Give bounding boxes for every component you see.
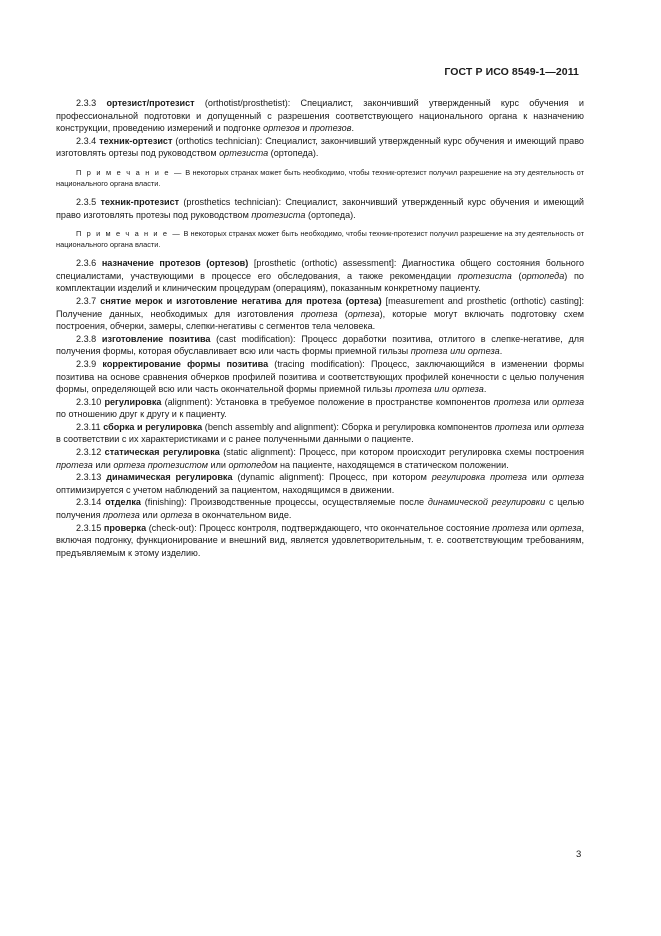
definition-2-3-4: 2.3.4 техник-ортезист (orthotics technician): Специалист, закончивший утвержденный курс обучения и имеющий право изготовлять ортезы под руководством ортезиста (ортопеда). — [56, 135, 584, 159]
term: динамическая регулировка — [106, 472, 233, 483]
definition-2-3-14: 2.3.14 отделка (finishing): Производственные процессы, осуществляемые после динамической регулировки с целью получения протеза или ортеза в окончательном виде. — [56, 497, 585, 521]
note-label: П р и м е ч а н и е — — [76, 167, 183, 177]
definition-2-3-6: 2.3.6 назначение протезов (ортезов) [prosthetic (orthotic) assessment]: Диагностика общего состояния больного специалистами, участвующими в процессе его обследования, а также рекомендации протезиста (ортопеда) по комплектации изделий и клиническим процедурам (операциям), показанным конкретному пациенту. — [56, 258, 585, 294]
clause-number: 2.3.13 — [76, 472, 102, 483]
clause-number: 2.3.12 — [76, 447, 102, 458]
clause-number: 2.3.3 — [76, 98, 97, 108]
term: статическая регулировка — [104, 447, 220, 458]
definition-2-3-12: 2.3.12 статическая регулировка (static alignment): Процесс, при котором происходит регулировка схемы построения протеза или ортеза протезистом или ортопедом на пациенте, находящемся в статическом положении. — [56, 447, 585, 470]
definition-2-3-15: 2.3.15 проверка (check-out): Процесс контроля, подтверждающего, что окончательное состояние протеза или ортеза, включая подгонку, функционирование и внешний вид, является удовлетворительным, т. е. соответствующим требованиям, предъявляемым к этому изделию. — [56, 522, 584, 558]
clause-number: 2.3.5 — [76, 196, 97, 207]
definition-2-3-13: 2.3.13 динамическая регулировка (dynamic alignment): Процесс, при котором регулировка протеза или ортеза оптимизируется с учетом наблюдений за пациентом, находящимся в движении. — [56, 472, 584, 495]
note-2 — [56, 228, 584, 250]
term: регулировка — [104, 396, 162, 407]
clause-number: 2.3.7 — [76, 295, 97, 306]
definition-2-3-10: 2.3.10 регулировка (alignment): Установка в требуемое положение в пространстве компонентов протеза или ортеза по отношению друг к другу и к пациенту. — [56, 396, 584, 420]
note-text: В некоторых странах может быть необходимо, чтобы техник-протезист получил разрешение на эту деятельность от национального органа власти. — [56, 229, 584, 250]
term: сборка и регулировка — [103, 421, 203, 432]
definition-2-3-8: 2.3.8 изготовление позитива (cast modification): Процесс доработки позитива, отлитого в слепке-негативе, для получения формы, которая обуславливает всю или часть формы приемной гильзы протеза или ортеза. — [56, 333, 584, 357]
document-code: ГОСТ Р ИСО 8549-1—2011 — [444, 66, 579, 78]
note-label: П р и м е ч а н и е — — [76, 229, 182, 239]
term: назначение протезов (ортезов) — [101, 258, 249, 269]
term: снятие мерок и изготовление негатива для протеза (ортеза) — [100, 295, 382, 306]
note-1 — [56, 167, 584, 189]
definition-2-3-5: 2.3.5 техник-протезист (prosthetics technician): Специалист, закончивший утвержденный курс обучения и имеющий право изготовлять протезы под руководством протезиста (ортопеда). — [56, 196, 584, 220]
clause-number: 2.3.8 — [76, 333, 97, 344]
clause-number: 2.3.6 — [76, 258, 97, 269]
definition-2-3-3: 2.3.3 ортезист/протезист (orthotist/prosthetist): Специалист, закончивший утвержденный курс обучения и профессиональной подготовки и допущенный с разрешения соответствующего национального органа к назначению конструкции, проведению измерений и подгонке ортезов и протезов. — [56, 98, 584, 134]
term: изготовление позитива — [101, 333, 211, 344]
clause-number: 2.3.9 — [76, 358, 97, 369]
term: проверка — [103, 522, 147, 533]
term: корректирование формы позитива — [102, 358, 269, 369]
term: техник-протезист — [100, 196, 180, 207]
term: ортезист/протезист — [106, 98, 195, 108]
clause-number: 2.3.15 — [76, 522, 102, 533]
clause-number: 2.3.14 — [76, 497, 102, 508]
clause-number: 2.3.10 — [76, 396, 102, 407]
page-number: 3 — [576, 849, 582, 860]
clause-number: 2.3.4 — [76, 135, 97, 146]
definition-2-3-9: 2.3.9 корректирование формы позитива (tracing modification): Процесс, заключающийся в изменении формы позитива на основе сравнения обчерков профилей позитива и соответствующих профилей конечности с целью получения формы, определяющей всю или часть окончательной формы приемной гильзы протеза или ортеза. — [56, 358, 584, 395]
term: техник-ортезист — [99, 135, 173, 146]
document-body — [56, 97, 584, 559]
definition-2-3-11: 2.3.11 сборка и регулировка (bench assembly and alignment): Сборка и регулировка компонентов протеза или ортеза в соответствии с их характеристиками и с ранее полученными данными о пациенте. — [56, 421, 584, 445]
clause-number: 2.3.11 — [76, 421, 101, 432]
note-text: В некоторых странах может быть необходимо, чтобы техник-ортезист получил разрешение на эту деятельность от национального органа власти. — [56, 167, 584, 188]
term: отделка — [105, 497, 141, 508]
definition-2-3-7: 2.3.7 снятие мерок и изготовление негатива для протеза (ортеза) [measurement and prosthetic (orthotic) casting]: Получение данных, необходимых для изготовления протеза (ортеза), которые могут включать подготовку схем построения, обчерки, замеры, слепки-негативы с сегментов тела человека. — [56, 295, 585, 332]
